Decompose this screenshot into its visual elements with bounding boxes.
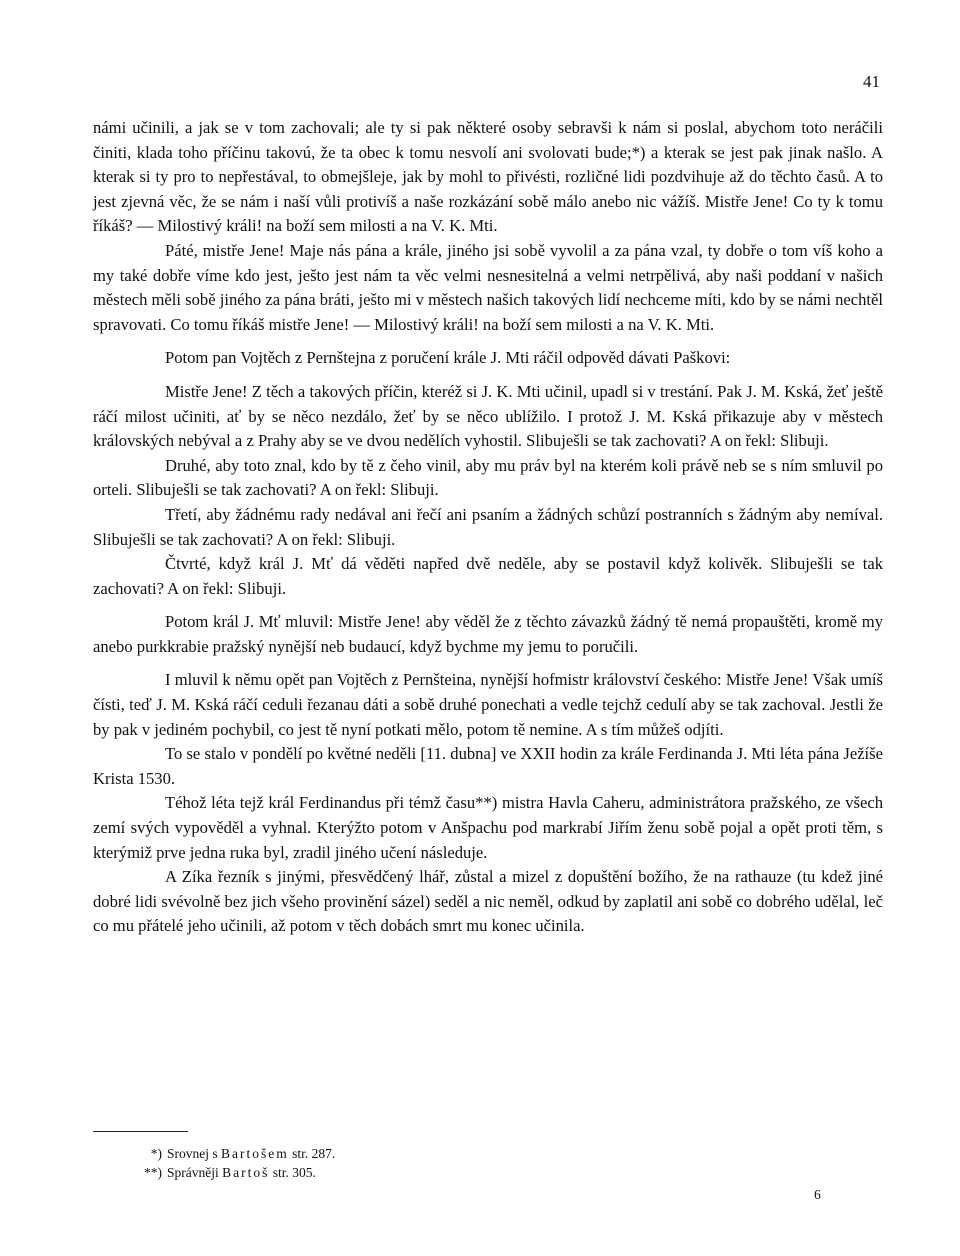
footnote-divider <box>93 1131 188 1132</box>
footnote-1 <box>132 1144 335 1163</box>
footnotes <box>132 1144 335 1182</box>
paragraph-10: To se stalo v pondělí po květné neděli [11. dubna] ve XXII hodin za krále Ferdinanda J. Mti léta pána Ježíše Krista 1530. <box>93 744 883 788</box>
paragraph-6: Třetí, aby žádnému rady nedával ani řečí ani psaním a žádných schůzí postranních s žádným aby nemíval. Slibuješli se tak zachovati? A on řekl: Slibuji. <box>93 504 883 549</box>
page-number: 41 <box>863 72 880 91</box>
footnote-author: Bartoš <box>222 1165 270 1180</box>
paragraph-2: Páté, mistře Jene! Maje nás pána a krále, jiného jsi sobě vyvolil a za pána vzal, ty dobře o tom víš koho a my také dobře víme kdo jest, ješto jest nám ta věc velmi nesnesitelná a velmi netrpělivá, aby naši poddaní v našich městech měli sobě jiného za pána bráti, ješto mi v městech našich takových lidí nechceme míti, kdo by se námi nechtěl spravovati. Co tomu říkáš mistře Jene! — Milostivý králi! na boží sem milosti a na V. K. Mti. <box>93 240 883 334</box>
paragraph-1: námi učinili, a jak se v tom zachovali; ale ty si pak některé osoby sebravši k nám si poslal, abychom toto neráčili činiti, klada toho příčinu takovú, že ta obec k tomu nesvolí ani svolovati bude;*) a kterak se jest pak jinak našlo. A kterak si ty pro to nepřestával, to obmejšleje, jak by mohl to přivésti, rozličné lidi pozdvihuje až do těchto časů. A to jest zjevná věc, že se nám i naší vůli protivíš a naše rozkázání sobě málo anebo nic vážíš. Mistře Jene! Co ty k tomu říkáš? — Milostivý králi! na boží sem milosti a na V. K. Mti. <box>93 118 883 236</box>
footnote-page: str. 305. <box>272 1165 316 1180</box>
footnote-mark: *) <box>150 1146 162 1161</box>
paragraph-9: I mluvil k němu opět pan Vojtěch z Pernšteina, nynější hofmistr království českého: Mistře Jene! Však umíš čísti, teď J. M. Kská ráčí ceduli řezanau dáti a sobě druhé ponechati a vedle tejchž cedulí aby se tak zachoval. Jestli že by pak v jediném pochybil, co jest tě nyní potkati mělo, potom tě nemine. A s tím můžeš odjíti. <box>93 670 883 739</box>
paragraph-5: Druhé, aby toto znal, kdo by tě z čeho vinil, aby mu práv byl na kterém koli právě neb se s ním smluvil po orteli. Slibuješli se tak zachovati? A on řekl: Slibuji. <box>93 455 883 500</box>
paragraph-3: Potom pan Vojtěch z Pernštejna z poručení krále J. Mti ráčil odpověd dávati Paškovi: <box>165 348 731 368</box>
footnote-lead: Srovnej s <box>167 1146 218 1161</box>
paragraph-12: A Zíka řezník s jinými, přesvědčený lhář, zůstal a mizel z dopuštění božího, že na rathauze (tu kdež jiné dobré lidi svévolně bez jich všeho provinění sázel) seděl a nic neměl, odkud by zaplatil ani sobě co dobrého udělal, leč co mu přátelé jeho učinili, až potom v těch dobách smrt mu konec učinila. <box>93 867 883 936</box>
paragraph-4: Mistře Jene! Z těch a takových příčin, kteréž si J. K. Mti učinil, upadl si v trestání. Pak J. M. Kská, žeť ještě ráčí milost učiniti, ať by se něco nezdálo, žeť by se něco ublížilo. I protož J. M. Kská přikazuje aby v městech královských nebýval a z Prahy aby se ve dvou nedělích vyhostil. Slibuješli se tak zachovati? A on řekl: Slibuji. <box>93 381 883 451</box>
paragraph-7: Čtvrté, když král J. Mť dá věděti napřed dvě neděle, aby se postavil když kolivěk. Slibuješli se tak zachovati? A on řekl: Slibuji. <box>93 554 883 598</box>
paragraph-8: Potom král J. Mť mluvil: Mistře Jene! aby věděl že z těchto závazků žádný tě nemá propauštěti, kromě my anebo purkkrabie pražský nynější neb budaucí, když bychme my jemu to poručili. <box>93 612 883 656</box>
footnote-mark: **) <box>144 1165 162 1180</box>
footnote-page: str. 287. <box>292 1146 336 1161</box>
body-text <box>93 116 883 939</box>
paragraph-11: Téhož léta tejž král Ferdinandus při témž času**) mistra Havla Caheru, administrátora pražského, ze všech zemí svých vypověděl a vyhnal. Kterýžto potom v Anšpachu pod markrabí Jiřím ženu sobě pojal a opět proti těm, s kterýmiž prve jedna ruka byl, zradil jiného učení následuje. <box>93 793 883 862</box>
signature-mark: 6 <box>814 1187 821 1202</box>
footnote-author: Bartošem <box>221 1146 289 1161</box>
footnote-2 <box>132 1163 335 1182</box>
footnote-lead: Správněji <box>167 1165 219 1180</box>
